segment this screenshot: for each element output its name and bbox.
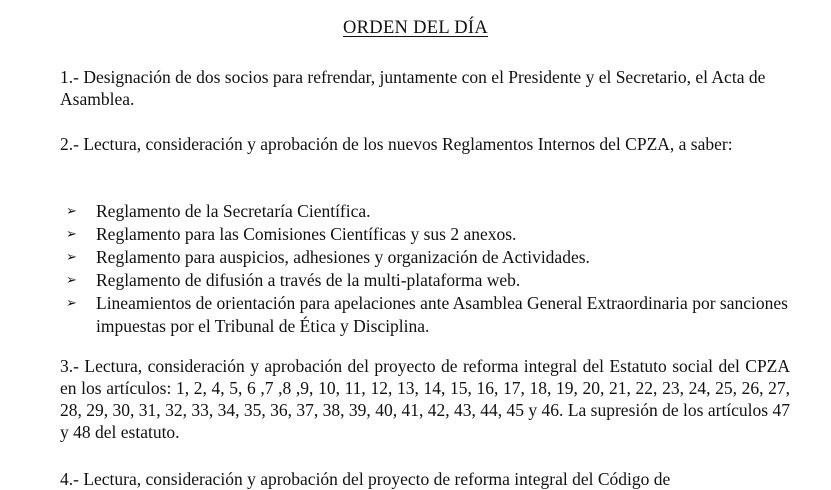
list-item-text: Reglamento para auspicios, adhesiones y organización de Actividades. xyxy=(96,247,590,267)
document-title: ORDEN DEL DÍA xyxy=(342,18,489,38)
agenda-item-4: 4.- Lectura, consideración y aprobación del proyecto de reforma integral del Código de xyxy=(60,469,671,489)
regulations-list xyxy=(60,200,800,338)
arrowhead-bullet-icon: ➢ xyxy=(66,296,77,311)
list-item xyxy=(60,292,800,338)
agenda-item-2: 2.- Lectura, consideración y aprobación de los nuevos Reglamentos Internos del CPZA, a saber: xyxy=(60,134,733,154)
list-item-text: Lineamientos de orientación para apelaciones ante Asamblea General Extraordinaria por sanciones impuestas por el Tribunal de Ética y Disciplina. xyxy=(96,293,788,336)
list-item-text: Reglamento de difusión a través de la multi-plataforma web. xyxy=(96,270,521,290)
arrowhead-bullet-icon: ➢ xyxy=(66,204,77,219)
list-item xyxy=(60,200,800,223)
list-item xyxy=(60,269,800,292)
list-item xyxy=(60,246,800,269)
list-item-text: Reglamento para las Comisiones Científicas y sus 2 anexos. xyxy=(96,224,517,244)
list-item-text: Reglamento de la Secretaría Científica. xyxy=(96,201,371,221)
agenda-item-1: 1.- Designación de dos socios para refrendar, juntamente con el Presidente y el Secretario, el Acta de Asamblea. xyxy=(60,67,766,109)
arrowhead-bullet-icon: ➢ xyxy=(66,250,77,265)
arrowhead-bullet-icon: ➢ xyxy=(66,227,77,242)
agenda-item-3: 3.- Lectura, consideración y aprobación del proyecto de reforma integral del Estatuto social del CPZA en los artículos: 1, 2, 4, 5, 6 ,7 ,8 ,9, 10, 11, 12, 13, 14, 15, 16, 17, 18, 19, 20, 21, 22, 23, 24, 25, 26, 27, 28, 29, 30, 31, 32, 33, 34, 35, 36, 37, 38, 39, 40, 41, 42, 43, 44, 45 y 46. La supresión de los artículos 47 y 48 del estatuto. xyxy=(60,356,790,442)
list-item xyxy=(60,223,800,246)
arrowhead-bullet-icon: ➢ xyxy=(66,273,77,288)
